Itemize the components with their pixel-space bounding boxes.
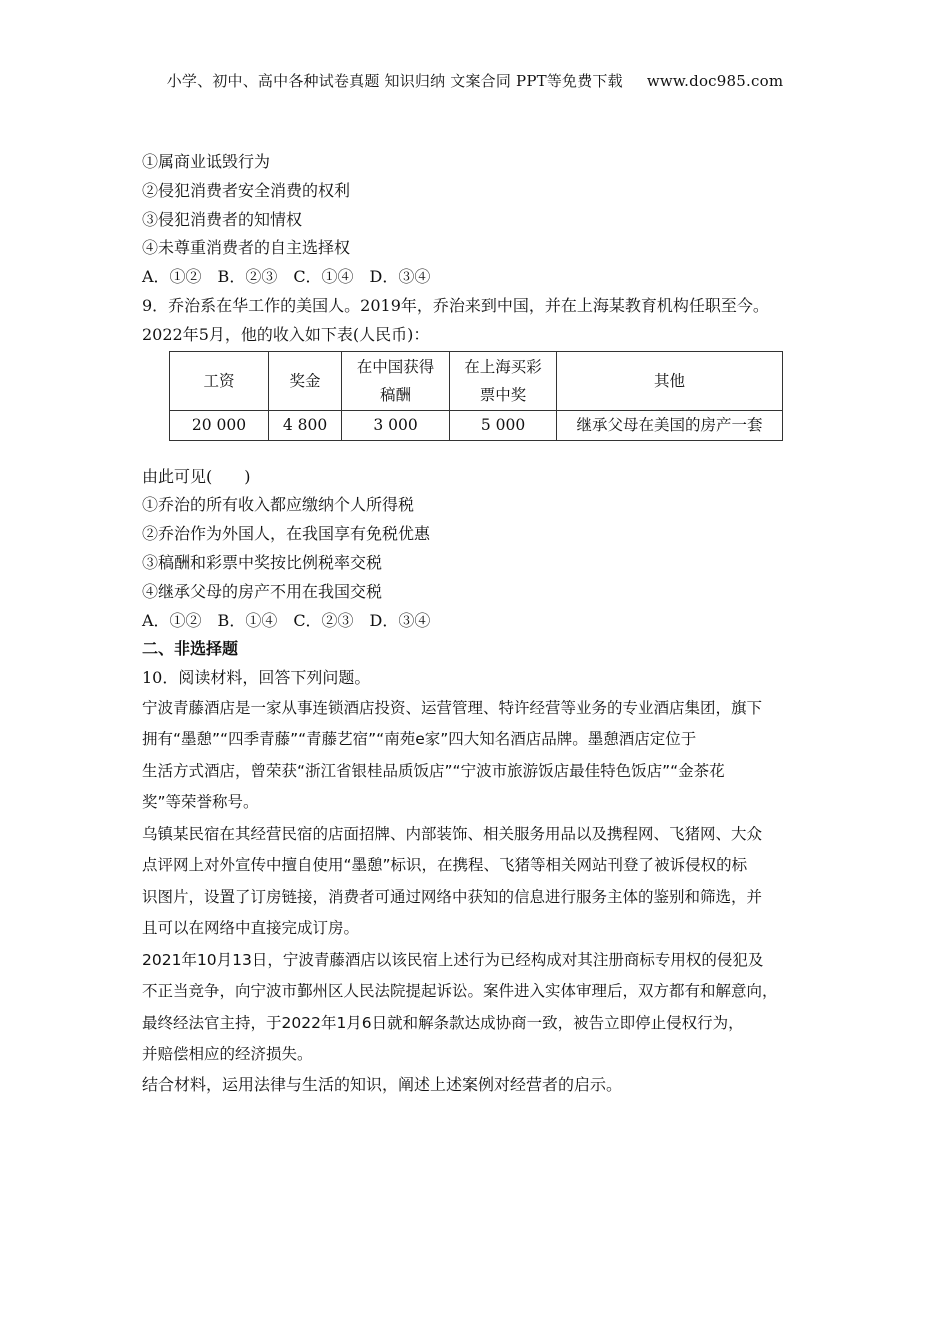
material-line: 生活方式酒店，曾荣获“浙江省银桂品质饭店”“宁波市旅游饭店最佳特色饭店”“金茶花 <box>142 761 725 780</box>
value-other: 继承父母在美国的房产一套 <box>557 410 783 440</box>
header-lottery-line1: 在上海买彩 <box>464 357 542 376</box>
value-lottery: 5 000 <box>450 410 557 440</box>
header-lottery <box>450 351 557 410</box>
section-title: 二、非选择题 <box>142 639 239 659</box>
header-royalty-line2: 稿酬 <box>379 385 411 404</box>
q8-option-3: ③侵犯消费者的知情权 <box>142 209 303 229</box>
q10-material <box>142 693 814 1071</box>
value-bonus: 4 800 <box>269 410 342 440</box>
income-table-header-row <box>170 351 783 410</box>
header-text: 小学、初中、高中各种试卷真题 知识归纳 文案合同 PPT等免费下载 <box>166 72 623 90</box>
income-table-value-row <box>170 410 783 440</box>
q8-option-1: ①属商业诋毁行为 <box>142 152 271 171</box>
header-salary: 工资 <box>170 351 269 410</box>
q8-option-2: ②侵犯消费者安全消费的权利 <box>142 180 351 200</box>
q9-stem-line1: 9．乔治系在华工作的美国人。2019年，乔治来到中国，并在上海某教育机构任职至今。 <box>142 295 769 315</box>
header-site: www.doc985.com <box>646 72 784 90</box>
header-bonus: 奖金 <box>269 351 342 410</box>
q8-answers: A．①② B．②③ C．①④ D．③④ <box>142 267 431 287</box>
material-line: 不正当竞争，向宁波市鄞州区人民法院提起诉讼。案件进入实体审理后，双方都有和解意向， <box>142 982 778 1001</box>
header-lottery-line2: 票中奖 <box>479 385 527 404</box>
material-line: 点评网上对外宣传中擅自使用“墨憩”标识，在携程、飞猪等相关网站刊登了被诉侵权的标 <box>142 856 748 875</box>
material-line: 且可以在网络中直接完成订房。 <box>142 919 360 938</box>
material-line: 并赔偿相应的经济损失。 <box>142 1045 313 1064</box>
question-10 <box>142 664 814 1100</box>
material-line: 宁波青藤酒店是一家从事连锁酒店投资、运营管理、特许经营等业务的专业酒店集团，旗下 <box>142 698 763 717</box>
q9-option-1: ①乔治的所有收入都应缴纳个人所得税 <box>142 495 415 515</box>
material-line: 最终经法官主持，于2022年1月6日就和解条款达成协商一致，被告立即停止侵权行为， <box>142 1013 744 1032</box>
header-royalty-line1: 在中国获得 <box>356 357 435 376</box>
document-body <box>142 148 814 1100</box>
q8-options <box>142 148 814 292</box>
q10-stem: 10．阅读材料，回答下列问题。 <box>142 668 371 688</box>
q9-stem-line2: 2022年5月，他的收入如下表(人民币)： <box>142 324 430 344</box>
header-other: 其他 <box>557 351 783 410</box>
q10-question: 结合材料，运用法律与生活的知识，阐述上述案例对经营者的启示。 <box>142 1074 623 1094</box>
income-table <box>169 351 783 441</box>
value-royalty: 3 000 <box>342 410 450 440</box>
q9-option-4: ④继承父母的房产不用在我国交税 <box>142 581 383 601</box>
page-header <box>0 70 950 91</box>
material-line: 奖”等荣誉称号。 <box>142 793 259 812</box>
material-line: 拥有“墨憩”“四季青藤”“青藤艺宿”“南苑e家”四大知名酒店品牌。墨憩酒店定位于 <box>142 730 697 749</box>
q9-option-2: ②乔治作为外国人，在我国享有免税优惠 <box>142 524 431 544</box>
question-9 <box>142 292 814 635</box>
q9-option-3: ③稿酬和彩票中奖按比例税率交税 <box>142 552 383 572</box>
q8-option-4: ④未尊重消费者的自主选择权 <box>142 238 351 258</box>
q9-answers: A．①② B．①④ C．②③ D．③④ <box>142 610 431 630</box>
header-royalty <box>342 351 450 410</box>
material-line: 乌镇某民宿在其经营民宿的店面招牌、内部装饰、相关服务用品以及携程网、飞猪网、大众 <box>142 824 763 843</box>
q9-prompt: 由此可见( ) <box>142 466 251 486</box>
material-line: 识图片，设置了订房链接，消费者可通过网络中获知的信息进行服务主体的鉴别和筛选，并 <box>142 887 763 906</box>
material-line: 2021年10月13日，宁波青藤酒店以该民宿上述行为已经构成对其注册商标专用权的侵犯及 <box>142 950 764 969</box>
value-salary: 20 000 <box>170 410 269 440</box>
